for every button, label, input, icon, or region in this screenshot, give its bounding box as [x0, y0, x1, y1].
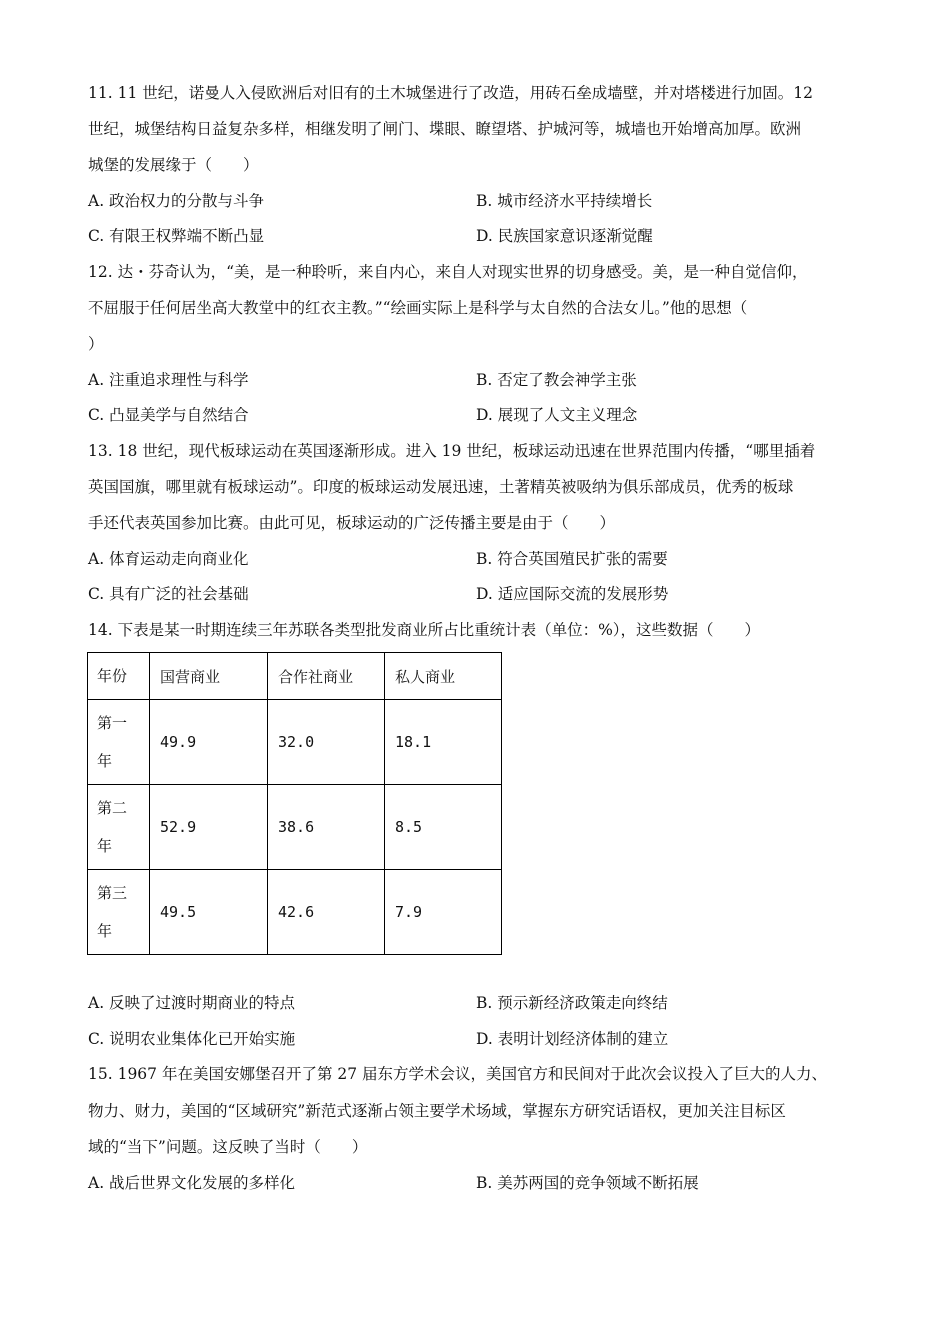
q13-option-d[interactable]: D. 适应国际交流的发展形势 [476, 585, 669, 603]
year-label-top: 第三 [97, 884, 128, 902]
q11-stem-line-3: 城堡的发展缘于（ ） [88, 156, 259, 174]
q13-stem-line-1: 13. 18 世纪，现代板球运动在英国逐渐形成。进入 19 世纪，板球运动迅速在世界范围内传播，“哪里插着 [88, 442, 816, 460]
header-year: 年份 [88, 653, 150, 700]
q13-stem-line-3: 手还代表英国参加比赛。由此可见，板球运动的广泛传播主要是由于（ ） [88, 514, 616, 532]
q12-stem-line-1: 12. 达・芬奇认为，“美，是一种聆听，来自内心，来自人对现实世界的切身感受。美，是一种自觉信仰， [88, 263, 808, 281]
table-header-row [88, 653, 502, 700]
q12-stem-line-3: ） [88, 335, 104, 353]
year-cell [88, 870, 150, 955]
q15-option-b[interactable]: B. 美苏两国的竞争领域不断拓展 [476, 1174, 699, 1192]
private-value: 18.1 [385, 700, 502, 785]
state-value: 52.9 [150, 785, 268, 870]
coop-value: 32.0 [268, 700, 385, 785]
coop-value: 42.6 [268, 870, 385, 955]
q15-stem-line-2: 物力、财力，美国的“区域研究”新范式逐渐占领主要学术场域，掌握东方研究话语权，更加关注目标区 [88, 1102, 786, 1120]
q14-stem-line-1: 14. 下表是某一时期连续三年苏联各类型批发商业所占比重统计表（单位：%），这些数据（ ） [88, 621, 761, 639]
q13-stem-line-2: 英国国旗，哪里就有板球运动”。印度的板球运动发展迅速，土著精英被吸纳为俱乐部成员，优秀的板球 [88, 478, 794, 496]
year-label-bottom: 年 [97, 752, 113, 770]
header-coop-commerce: 合作社商业 [268, 653, 385, 700]
q12-option-c[interactable]: C. 凸显美学与自然结合 [88, 406, 249, 424]
year-cell [88, 700, 150, 785]
q12-option-d[interactable]: D. 展现了人文主义理念 [476, 406, 638, 424]
state-value: 49.9 [150, 700, 268, 785]
q15-stem-line-3: 域的“当下”问题。这反映了当时（ ） [88, 1138, 368, 1156]
table-row [88, 700, 502, 785]
commerce-share-table [87, 652, 502, 955]
q13-option-b[interactable]: B. 符合英国殖民扩张的需要 [476, 550, 668, 568]
q14-option-b[interactable]: B. 预示新经济政策走向终结 [476, 994, 668, 1012]
coop-value: 38.6 [268, 785, 385, 870]
private-value: 7.9 [385, 870, 502, 955]
q14-option-c[interactable]: C. 说明农业集体化已开始实施 [88, 1030, 296, 1048]
header-state-commerce: 国营商业 [150, 653, 268, 700]
q14-option-d[interactable]: D. 表明计划经济体制的建立 [476, 1030, 669, 1048]
header-private-commerce: 私人商业 [385, 653, 502, 700]
q11-option-b[interactable]: B. 城市经济水平持续增长 [476, 192, 653, 210]
year-cell [88, 785, 150, 870]
q11-option-c[interactable]: C. 有限王权弊端不断凸显 [88, 227, 265, 245]
q11-stem-line-2: 世纪，城堡结构日益复杂多样，相继发明了闸门、堞眼、瞭望塔、护城河等，城墙也开始增高加厚。欧洲 [88, 120, 802, 138]
table-row [88, 870, 502, 955]
q11-option-a[interactable]: A. 政治权力的分散与斗争 [88, 192, 265, 210]
q12-stem-line-2: 不屈服于任何居坐高大教堂中的红衣主教。”“绘画实际上是科学与太自然的合法女儿。”他的思想（ [88, 299, 748, 317]
year-label-bottom: 年 [97, 837, 113, 855]
private-value: 8.5 [385, 785, 502, 870]
q15-option-a[interactable]: A. 战后世界文化发展的多样化 [88, 1174, 296, 1192]
q13-option-c[interactable]: C. 具有广泛的社会基础 [88, 585, 249, 603]
q11-stem-line-1: 11. 11 世纪，诺曼人入侵欧洲后对旧有的土木城堡进行了改造，用砖石垒成墙壁，并对塔楼进行加固。12 [88, 84, 813, 102]
q13-option-a[interactable]: A. 体育运动走向商业化 [88, 550, 249, 568]
q12-option-a[interactable]: A. 注重追求理性与科学 [88, 371, 249, 389]
q12-option-b[interactable]: B. 否定了教会神学主张 [476, 371, 637, 389]
year-label-bottom: 年 [97, 922, 113, 940]
q15-stem-line-1: 15. 1967 年在美国安娜堡召开了第 27 届东方学术会议，美国官方和民间对于此次会议投入了巨大的人力、 [88, 1065, 828, 1083]
state-value: 49.5 [150, 870, 268, 955]
year-label-top: 第二 [97, 799, 128, 817]
q14-option-a[interactable]: A. 反映了过渡时期商业的特点 [88, 994, 296, 1012]
year-label-top: 第一 [97, 714, 128, 732]
q11-option-d[interactable]: D. 民族国家意识逐渐觉醒 [476, 227, 653, 245]
table-row [88, 785, 502, 870]
